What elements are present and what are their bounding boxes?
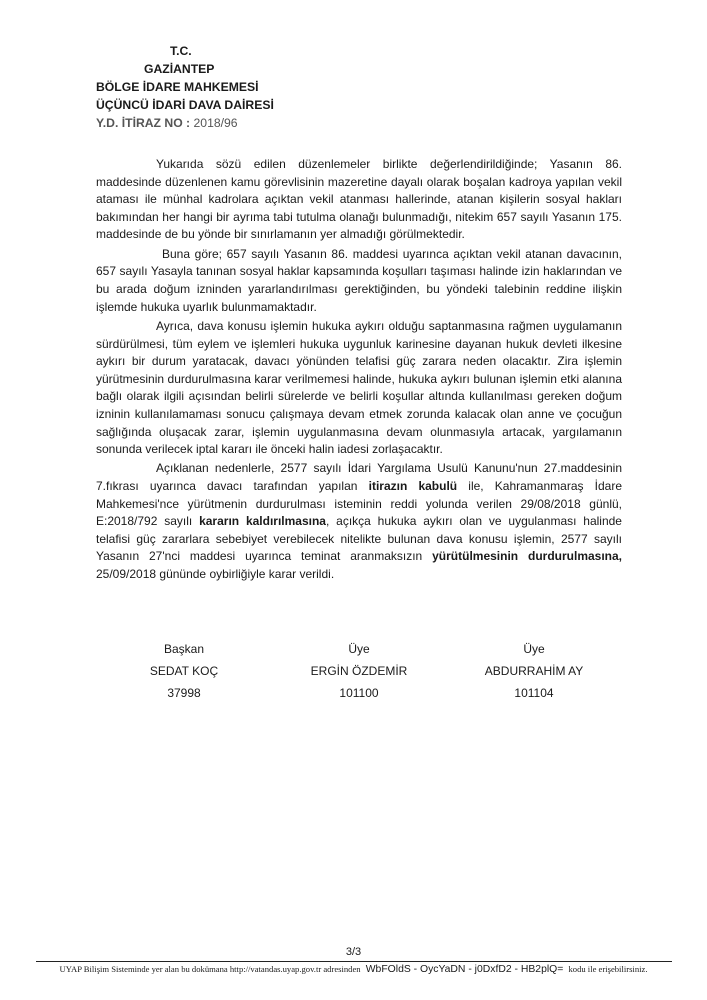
header-reference [96, 114, 274, 132]
footer-divider [36, 961, 672, 962]
signature-title: Üye [523, 642, 545, 656]
paragraph-4-text-3: , açıkça hukuka aykırı olan ve uygulanması halinde telafisi güç zararlara sebebiyet verebilecek nitelikte bulunan dava konusu işlemin, 2577 sayılı Yasanın 27'nci maddesi uyarınca teminat aranmaksızın [96, 514, 622, 564]
signature-member-1 [271, 638, 447, 704]
signature-chair [96, 638, 272, 704]
signature-name: ERGİN ÖZDEMİR [310, 664, 408, 678]
paragraph-2: Buna göre; 657 sayılı Yasanın 86. maddesi uyarınca açıktan vekil atanan davacının, 657 sayılı Yasayla tanınan sosyal haklar kapsamında koşulları taşıması halinde izin haklarından ve bu arada doğum izninden yararlandırılması gerektiğinden, bu yöndeki talebinin reddine ilişkin işlemde hukuka uyarlık bulunmamaktadır. [96, 246, 622, 314]
footer-note-prefix: UYAP Bilişim Sisteminde yer alan bu dokümana http://vatandas.uyap.gov.tr adresinden [59, 964, 361, 974]
reference-label: Y.D. İTİRAZ NO : [96, 116, 191, 130]
signature-name: SEDAT KOÇ [149, 664, 219, 678]
paragraph-4-emphasis-3: yürütülmesinin durdurulmasına, [432, 549, 623, 564]
header-court: BÖLGE İDARE MAHKEMESİ [96, 80, 259, 94]
paragraph-4-text-4: 25/09/2018 gününde oybirliğiyle karar verildi. [96, 567, 335, 582]
footer-access-note [0, 964, 707, 975]
footer-note-suffix: kodu ile erişebilirsiniz. [568, 964, 648, 974]
header-chamber: ÜÇÜNCÜ İDARİ DAVA DAİRESİ [96, 98, 274, 112]
signature-number: 37998 [167, 686, 201, 700]
page-number: 3/3 [345, 946, 362, 958]
signature-title: Üye [348, 642, 370, 656]
signature-title: Başkan [163, 642, 205, 656]
signature-number: 101100 [339, 686, 379, 700]
paragraph-4-emphasis-1: itirazın kabulü [368, 479, 458, 494]
paragraph-3: Ayrıca, dava konusu işlemin hukuka aykırı olduğu saptanmasına rağmen uygulamanın sürdürülmesi, tüm eylem ve işlemleri hukuka uygunluk karinesine dayanan hukuk devleti ilkesine aykırı bir durum yaratacak, davacı yönünden telafisi güç zarara neden olacaktır. Zira işlemin yürütmesinin durdurulmasına karar verilmemesi halinde, hukuka aykırı bulunan işlemin etki alanına bağlı olarak ilgili açısından belirli sürelerde ve belirli koşullar altında kullanılması gereken doğum izninin kullanılamaması sonucu çalışmaya devam etmek zorunda kalacak olan anne ve çocuğun sağlığında oluşacak zarar, işlemin uygulanmasına devam olunmasıyla artacak, yargılamanın sonunda verilecek iptal kararı ile önceki halin iadesi zorlaşacaktır. [96, 318, 622, 457]
paragraph-1: Yukarıda sözü edilen düzenlemeler birlikte değerlendirildiğinde; Yasanın 86. maddesinde düzenlenen kamu görevlisinin mazeretine dayalı olarak boşalan kadroya yapılan vekil ataması ile münhal kadrolara açıktan vekil atanması hallerinde, atanan kişilerin sosyal hakları bakımından her hangi bir ayrıma tabi tutulma olanağı bulunmadığı, nitekim 657 sayılı Yasanın 175. maddesinde de bu yönde bir sınırlamanın yer almadığı görülmektedir. [96, 157, 622, 242]
document-header [96, 42, 274, 132]
header-city: GAZİANTEP [144, 62, 215, 76]
signature-number: 101104 [514, 686, 554, 700]
header-tc: T.C. [170, 44, 192, 58]
document-body [96, 156, 622, 585]
paragraph-4-emphasis-2: kararın kaldırılmasına [199, 514, 326, 529]
reference-number: 2018/96 [193, 116, 238, 130]
signature-name: ABDURRAHİM AY [484, 664, 584, 678]
paragraph-4-text-2: ile, Kahramanmaraş İdare Mahkemesi'nce yürütmenin durdurulması isteminin reddi yolunda verilen 29/08/2018 günlü, E:2018/792 sayılı [96, 479, 623, 529]
paragraph-4 [96, 460, 622, 583]
paragraph-4-text-1: Açıklanan nedenlerle, 2577 sayılı İdari Yargılama Usulü Kanunu'nun 27.maddesinin 7.fıkrası uyarınca davacı tarafından yapılan [96, 461, 622, 494]
access-code: WbFOldS - OycYaDN - j0DxfD2 - HB2plQ= [365, 964, 564, 975]
signature-member-2 [446, 638, 622, 704]
